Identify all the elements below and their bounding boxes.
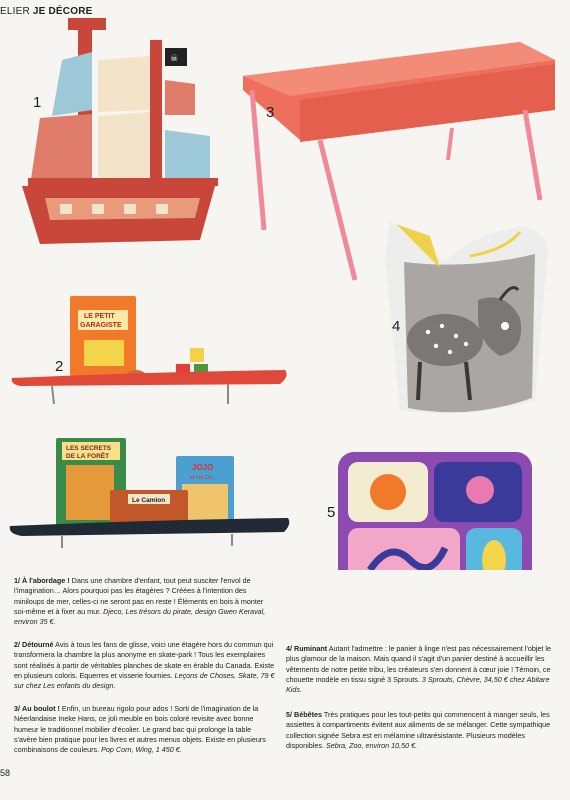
caption-5-body: Très pratiques pour les tout-petits qui commencent à manger seuls, les assiettes à compartiments évitent aux aliments de se mélanger. Cette sympathique collection signée Sebra est en mélamine ultrarésistante. Plusieurs modèles disponibles. [286, 710, 551, 750]
caption-2-title: Détourné [22, 640, 54, 649]
caption-1-body: Dans une chambre d'enfant, tout peut susciter l'envol de l'imagination… Alors pourquoi pas les étagères ? Créées à l'intention des miniloups de mer, celles-ci ne seront pas en reste ! Éléments en bois à monter soi-même et à fixer au mur. [14, 576, 264, 616]
caption-1 [14, 576, 276, 627]
book-secrets-title-1: LES SECRETS [66, 445, 112, 452]
svg-text:☠: ☠ [170, 53, 179, 63]
goat-laundry-basket [385, 220, 548, 413]
item-number-4: 4 [392, 318, 401, 335]
caption-4-credit: 3 Sprouts, Chèvre, 34,50 € chez Abitare Kids. [286, 674, 550, 695]
caption-3-title: Au boulot ! [22, 704, 60, 713]
truck-label: Le Camion [132, 497, 166, 504]
caption-2 [14, 640, 276, 691]
item-number-3: 3 [266, 104, 275, 121]
page-number: 58 [0, 768, 11, 778]
caption-3 [14, 704, 276, 755]
caption-4-body: Autant l'admettre : le panier à linge n'est pas nécessairement l'objet le plus glamour de la maison. Mais quand il s'agit d'un panier destiné à accueillir les vêtements de notre petite tribu, les créateurs s'en donnent à cœur joie ! Témoin, ce chouette modèle en tissu signé 3 Sprouts. [286, 644, 552, 684]
caption-1-credit: Djeco, Les trésors du pirate, design Gwen Keraval, environ 35 €. [14, 606, 266, 627]
item-number-5: 5 [327, 504, 336, 521]
book-jojo-title-1: JOJO [192, 463, 214, 472]
caption-5-number: 5/ [286, 710, 292, 719]
book-garagiste-title-1: LE PETIT [84, 313, 115, 320]
caption-3-credit: Pop Corn, Wing, 1 450 €. [101, 745, 182, 755]
item-number-1: 1 [33, 94, 42, 111]
caption-5-title: Bébêtes [294, 710, 322, 719]
item-number-2: 2 [55, 358, 64, 375]
compartment-plate [338, 452, 532, 570]
caption-4 [286, 644, 552, 695]
book-garagiste-title-2: GARAGISTE [80, 322, 122, 329]
caption-3-body: Enfin, un bureau rigolo pour ados ! Sorti de l'imagination de la Néerlandaise Ineke Hans, ce joli meuble en bois coloré revisite avec bonne humeur le traditionnel mobilier d'écolier. Le grand bac qui prolonge la table s'avère bien pratique pour les livres et autres menus objets. Existe en plusieurs combinaisons de couleurs. [14, 704, 266, 755]
caption-4-number: 4/ [286, 644, 292, 653]
caption-5 [286, 710, 552, 751]
caption-2-credit: Leçons de Choses, Skate, 79 € sur chez Les enfants du design. [14, 670, 275, 691]
caption-2-number: 2/ [14, 640, 20, 649]
skate-shelf-books-2 [10, 438, 290, 548]
pirate-ship-shelf [22, 18, 218, 244]
skate-shelf-books [12, 296, 287, 404]
caption-5-credit: Sebra, Zoo, environ 10,50 €. [325, 740, 418, 750]
caption-1-title: À l'abordage ! [22, 576, 70, 585]
caption-2-body: Avis à tous les fans de glisse, voici une étagère hors du commun qui transformera la chambre la plus anonyme en skate-park ! Tous les exemplaires sont réalisés à partir de véritables planches de skate en érable du Canada. Existe en plusieurs coloris. Equerres et visserie fournies. [14, 640, 275, 680]
caption-3-number: 3/ [14, 704, 20, 713]
book-secrets-title-2: DE LA FORÊT [66, 453, 110, 460]
caption-1-number: 1/ [14, 576, 20, 585]
book-jojo-title-2: et les Ch... [190, 475, 217, 481]
header-section: JE DÉCORE [32, 6, 93, 17]
header-prefix: ELIER [0, 6, 33, 17]
caption-4-title: Ruminant [294, 644, 328, 653]
